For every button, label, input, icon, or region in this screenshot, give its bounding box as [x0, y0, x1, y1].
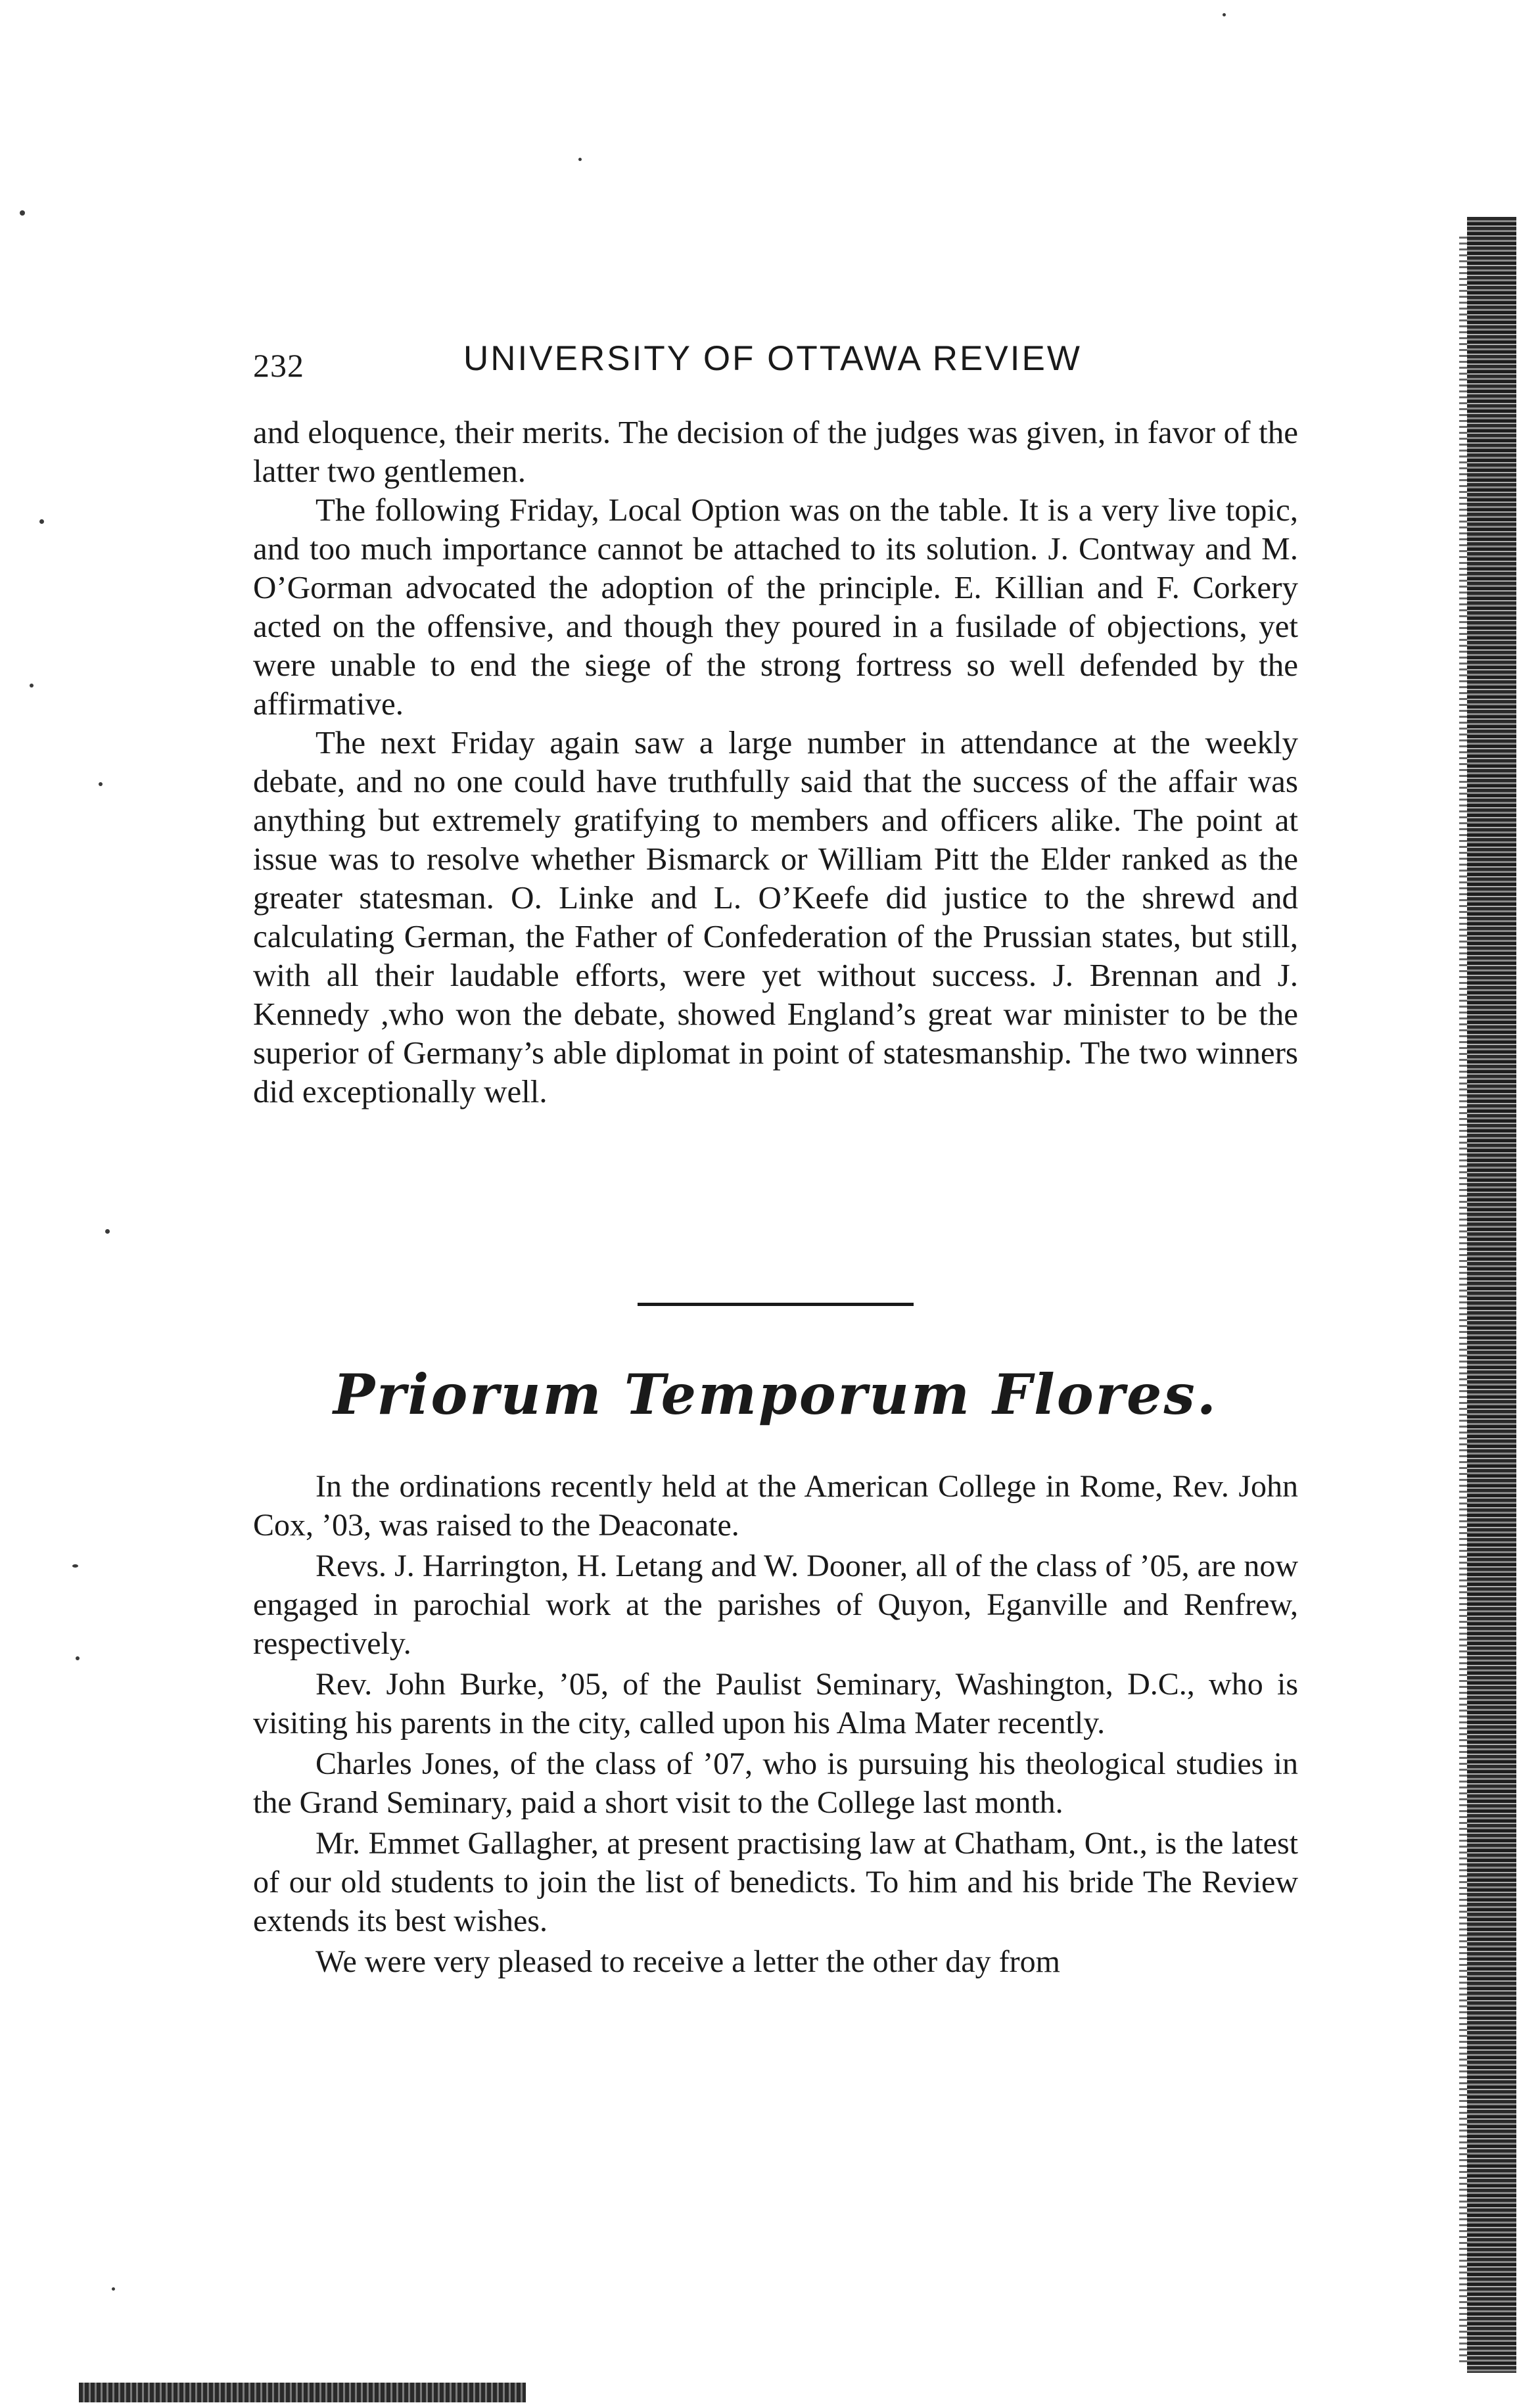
scan-speck	[1223, 13, 1226, 16]
binding-edge	[1467, 217, 1516, 2373]
paragraph: We were very pleased to receive a letter the other day from	[315, 1944, 1060, 1979]
scan-speck	[30, 684, 34, 688]
journal-title: UNIVERSITY OF OTTAWA REVIEW	[463, 339, 1082, 378]
scan-speck	[76, 1656, 80, 1660]
page-number: 232	[253, 347, 304, 384]
paragraph: In the ordinations recently held at the American College in Rome, Rev. John Cox, ’03, was raised to the Deaconate.	[253, 1469, 1298, 1543]
paragraph: Charles Jones, of the class of ’07, who is pursuing his theological studies in the Grand Seminary, paid a short visit to the College last month.	[253, 1746, 1298, 1820]
paragraph: The following Friday, Local Option was on the table. It is a very live topic, and too much importance cannot be attached to its solution. J. Contway and M. O’Gorman advocated the adoption of the principle. E. Killian and F. Corkery acted on the offensive, and though they poured in a fusilade of objections, yet were unable to end the siege of the strong fortress so well defended by the affirmative.	[253, 492, 1298, 722]
scan-speck	[20, 210, 25, 216]
scan-speck	[39, 519, 44, 524]
scan-speck	[105, 1229, 110, 1234]
scan-speck	[578, 158, 582, 161]
paragraph: and eloquence, their merits. The decision of the judges was given, in favor of the latter two gentlemen.	[253, 414, 1298, 489]
scan-speck	[99, 782, 103, 786]
paragraph: Mr. Emmet Gallagher, at present practising law at Chatham, Ont., is the latest of our old students to join the list of benedicts. To him and his bride The Review extends its best wishes.	[253, 1826, 1298, 1938]
scan-speck	[112, 2287, 115, 2291]
alumni-notes	[253, 1467, 1298, 1983]
scan-speck	[72, 1564, 78, 1568]
running-head	[253, 338, 1298, 391]
section-title: Priorum Temporum Flores.	[333, 1362, 1219, 1427]
paragraph: Revs. J. Harrington, H. Letang and W. Dooner, all of the class of ’05, are now engaged in parochial work at the parishes of Quyon, Eganville and Renfrew, respectively.	[253, 1549, 1298, 1661]
section-divider	[638, 1303, 914, 1306]
debate-report	[253, 413, 1298, 1111]
bottom-scan-artifact	[79, 2383, 526, 2402]
paragraph: Rev. John Burke, ’05, of the Paulist Seminary, Washington, D.C., who is visiting his parents in the city, called upon his Alma Mater recently.	[253, 1667, 1298, 1740]
paragraph: The next Friday again saw a large number in attendance at the weekly debate, and no one could have truthfully said that the success of the affair was anything but extremely gratifying to members and officers alike. The point at issue was to resolve whether Bismarck or William Pitt the Elder ranked as the greater statesman. O. Linke and L. O’Keefe did justice to the shrewd and calculating German, the Father of Confederation of the Prussian states, but still, with all their laudable efforts, were yet without success. J. Brennan and J. Kennedy ,who won the debate, showed England’s great war minister to be the superior of Germany’s able diplomat in point of statesmanship. The two winners did exceptionally well.	[253, 724, 1298, 1109]
